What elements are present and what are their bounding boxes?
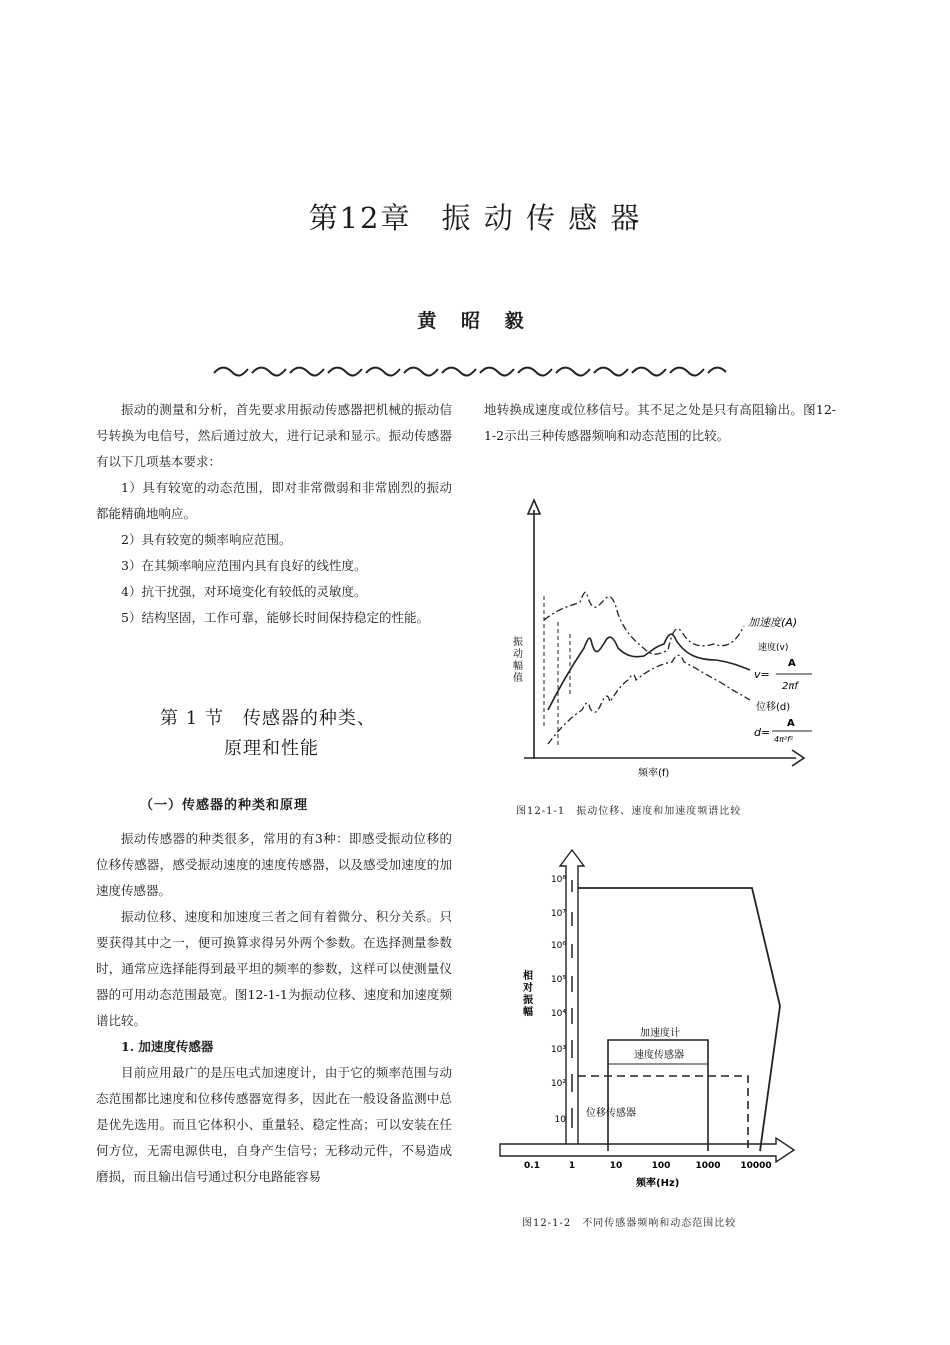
label-displacement-sensor: 位移传感器 (586, 1108, 636, 1119)
acceleration-curve (544, 592, 744, 654)
figure-12-1-1 (500, 496, 830, 786)
ytick-label: 10⁵ (550, 975, 566, 985)
formula-v-den: 2πf (782, 681, 798, 692)
fig2-ylabel: 相对振幅 (520, 970, 532, 1018)
fig1-caption: 图12-1-1 振动位移、速度和加速度频谱比较 (516, 806, 742, 817)
chapter-name: 振 动 传 感 器 (441, 201, 642, 235)
fig2-caption: 图12-1-2 不同传感器频响和动态范围比较 (522, 1218, 737, 1229)
ytick-label: 10⁶ (550, 941, 566, 951)
intro-block (96, 397, 452, 631)
formula-d-lhs: d= (754, 726, 771, 739)
requirement-1: 1）具有较宽的动态范围，即对非常微弱和非常剧烈的振动都能精确地响应。 (96, 480, 452, 521)
heading-accelerometer: 1. 加速度传感器 (121, 1039, 214, 1054)
body-paragraph-2: 振动位移、速度和加速度三者之间有着微分、积分关系。只要获得其中之一，便可换算求得另外两个参数。在选择测量参数时，通常应选择能得到最平坦的频率的参数，这样可以使测量仪器的可用动态范围最宽。图12-1-1为振动位移、速度和加速度频谱比较。 (96, 909, 452, 1028)
ytick-label: 10 (554, 1115, 566, 1125)
subsection-title: （一）传感器的种类和原理 (140, 798, 309, 813)
section-title-line1: 第 1 节 传感器的种类、 (160, 708, 376, 729)
fig1-y-axis (528, 500, 540, 758)
formula-d-den: 4π²f² (774, 735, 794, 744)
fig1-x-axis (524, 750, 804, 766)
intro-paragraph: 振动的测量和分析，首先要求用振动传感器把机械的振动信号转换为电信号，然后通过放大，进行记录和显示。振动传感器有以下几项基本要求： (96, 402, 452, 469)
requirement-4: 4）抗干扰强，对环境变化有较低的灵敏度。 (121, 584, 367, 599)
requirement-5: 5）结构坚固，工作可靠，能够长时间保持稳定的性能。 (121, 610, 429, 625)
fig2-y-axis (560, 850, 584, 1151)
ytick-label: 10⁷ (550, 909, 566, 919)
fig1-xlabel: 频率(f) (638, 768, 670, 779)
formula-v-lhs: v= (754, 668, 770, 681)
label-velocity: 速度(v) (758, 643, 789, 653)
xtick-label: 1 (568, 1161, 576, 1171)
figure-12-1-2 (496, 846, 806, 1196)
fig1-ylabel: 振动幅值 (510, 636, 522, 684)
label-velocity-sensor: 速度传感器 (634, 1050, 684, 1061)
xtick-label: 10 (609, 1161, 623, 1171)
ytick-label: 10² (550, 1079, 566, 1089)
ytick-label: 10⁴ (550, 1009, 566, 1019)
formula-v-num: A (788, 658, 796, 669)
right-paragraph: 地转换成速度或位移信号。其不足之处是只有高阻输出。图12-1-2示出三种传感器频响和动态范围的比较。 (484, 402, 836, 443)
requirement-3: 3）在其频率响应范围内具有良好的线性度。 (121, 558, 367, 573)
ytick-label: 10⁸ (550, 875, 566, 885)
label-displacement: 位移(d) (756, 702, 791, 713)
displacement-curve (548, 655, 750, 744)
xtick-label: 0.1 (524, 1161, 540, 1171)
velocity-curve (548, 634, 750, 710)
section-title-line2: 原理和性能 (224, 738, 319, 759)
body-block (96, 826, 452, 1190)
ytick-label: 10³ (550, 1045, 566, 1055)
requirement-2: 2）具有较宽的频率响应范围。 (121, 532, 292, 547)
fig2-x-axis (500, 1138, 794, 1162)
section-title (160, 704, 376, 764)
ornament-divider (212, 364, 728, 378)
formula-d-num: A (787, 718, 795, 729)
label-acceleration: 加速度(A) (748, 616, 798, 629)
chapter-number: 第12章 (308, 201, 412, 235)
xtick-label: 1000 (695, 1161, 721, 1171)
fig2-xlabel: 频率(Hz) (636, 1178, 680, 1189)
chapter-title (0, 196, 950, 237)
author: 黄 昭 毅 (417, 310, 533, 332)
xtick-label: 10000 (740, 1161, 772, 1171)
body-paragraph-1: 振动传感器的种类很多，常用的有3种：即感受振动位移的位移传感器，感受振动速度的速度传感器，以及感受加速度的加速度传感器。 (96, 831, 452, 898)
xtick-label: 100 (651, 1161, 671, 1171)
label-accelerometer: 加速度计 (640, 1028, 680, 1039)
body-paragraph-3: 目前应用最广的是压电式加速度计，由于它的频率范围与动态范围都比速度和位移传感器宽得多，因此在一般设备监测中总是优先选用。而且它体积小、重量轻、稳定性高；可以安装在任何方位，无需电源供电，自身产生信号；无移动元件，不易造成磨损，而且输出信号通过积分电路能容易 (96, 1065, 452, 1184)
